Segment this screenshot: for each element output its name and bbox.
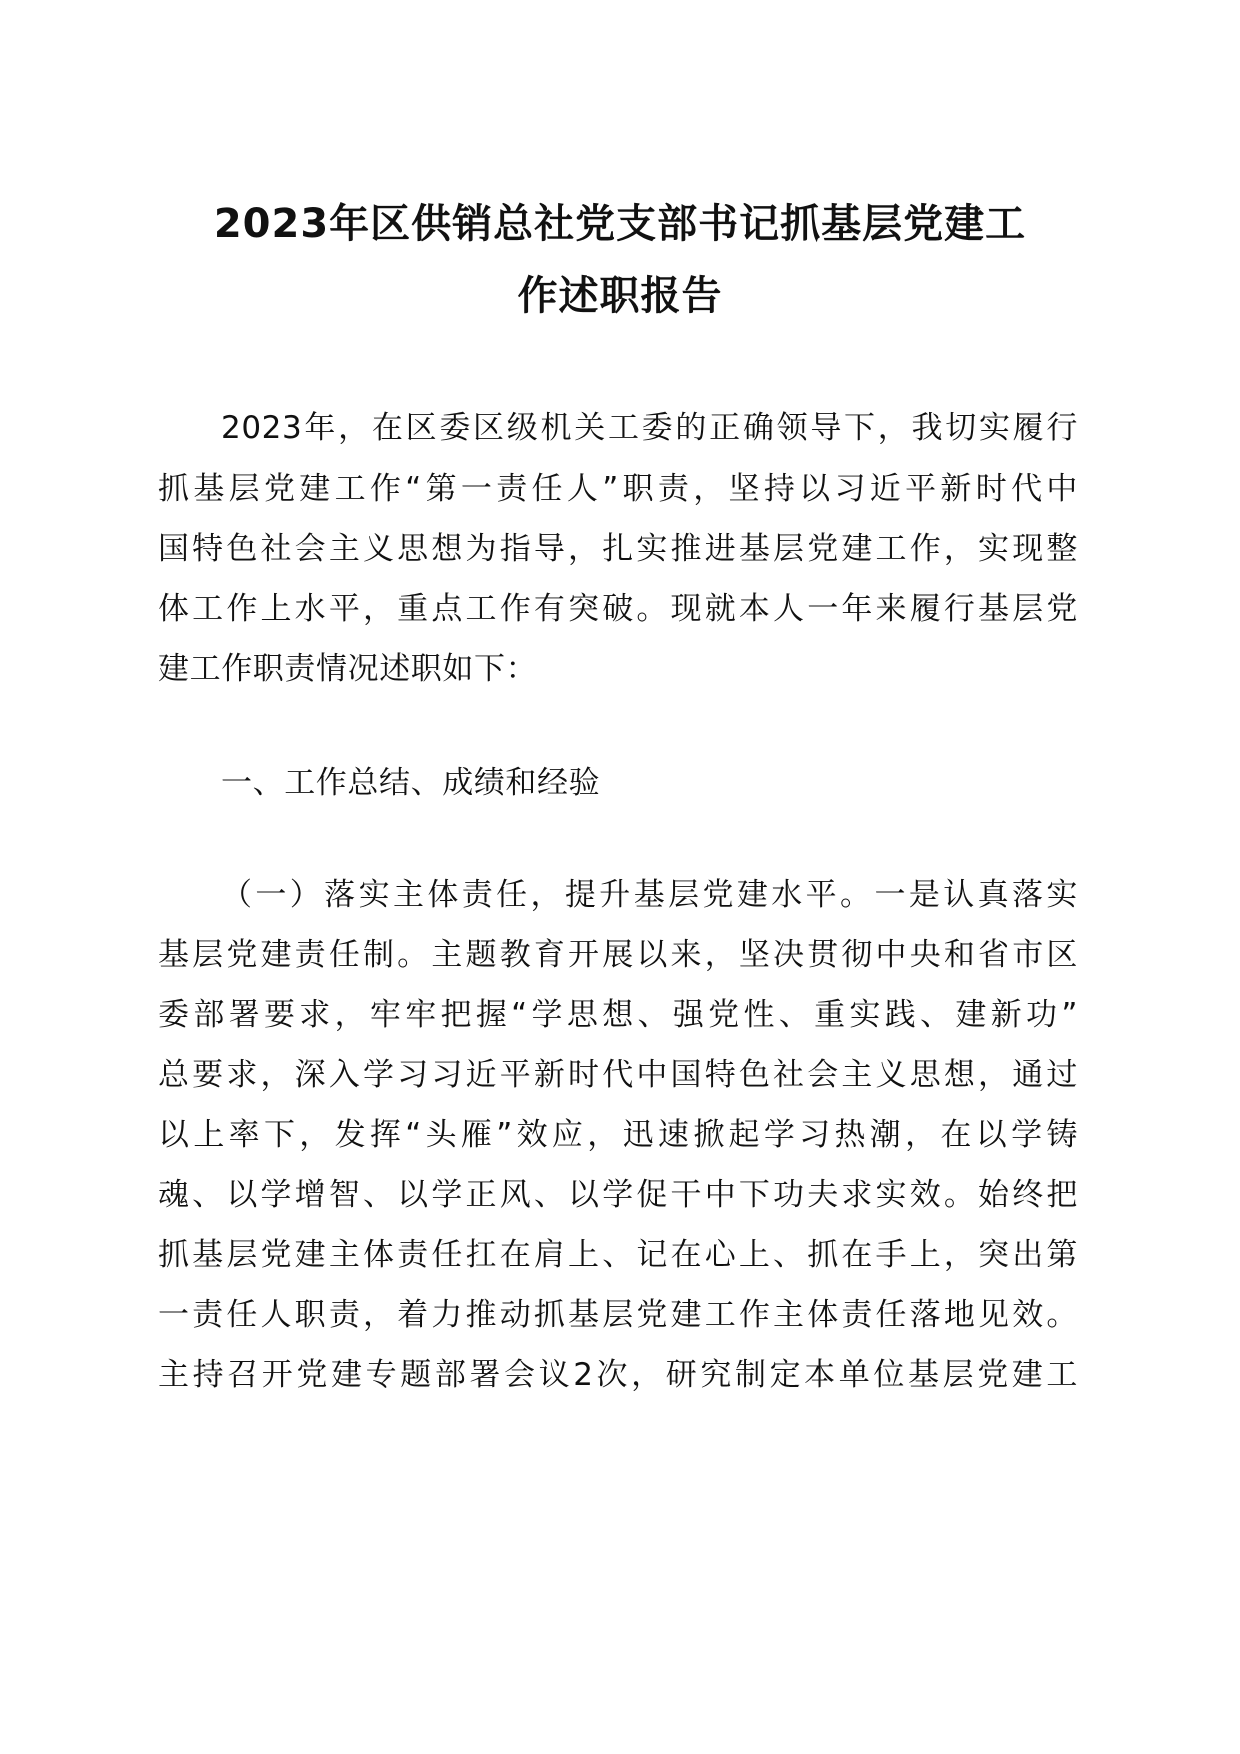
intro-line-1: 2023年，在区委区级机关工委的正确领导下，我切实履行 bbox=[221, 410, 1078, 446]
intro-line-3: 国特色社会主义思想为指导，扎实推进基层党建工作，实现整 bbox=[158, 531, 1078, 567]
section1-line-1: （一）落实主体责任，提升基层党建水平。一是认真落实 bbox=[221, 877, 1078, 913]
section1-line-6: 魂、以学增智、以学正风、以学促干中下功夫求实效。始终把 bbox=[158, 1177, 1078, 1213]
title-line-2: 作述职报告 bbox=[517, 273, 723, 319]
intro-line-4: 体工作上水平，重点工作有突破。现就本人一年来履行基层党 bbox=[158, 591, 1078, 627]
intro-line-2: 抓基层党建工作“第一责任人”职责，坚持以习近平新时代中 bbox=[158, 471, 1078, 507]
section1-line-7: 抓基层党建主体责任扛在肩上、记在心上、抓在手上，突出第 bbox=[158, 1237, 1078, 1273]
section1-line-9: 主持召开党建专题部署会议2次，研究制定本单位基层党建工 bbox=[158, 1357, 1078, 1393]
title-line-1: 2023年区供销总社党支部书记抓基层党建工 bbox=[213, 201, 1027, 247]
section-heading: 一、工作总结、成绩和经验 bbox=[221, 765, 601, 801]
section1-line-8: 一责任人职责，着力推动抓基层党建工作主体责任落地见效。 bbox=[158, 1297, 1078, 1333]
intro-line-5: 建工作职责情况述职如下： bbox=[158, 651, 538, 687]
document-title bbox=[150, 188, 1090, 332]
section1-line-4: 总要求，深入学习习近平新时代中国特色社会主义思想，通过 bbox=[158, 1057, 1078, 1093]
section1-line-2: 基层党建责任制。主题教育开展以来，坚决贯彻中央和省市区 bbox=[158, 937, 1078, 973]
section1-line-5: 以上率下，发挥“头雁”效应，迅速掀起学习热潮，在以学铸 bbox=[158, 1117, 1078, 1153]
section1-line-3: 委部署要求，牢牢把握“学思想、强党性、重实践、建新功” bbox=[158, 997, 1078, 1033]
